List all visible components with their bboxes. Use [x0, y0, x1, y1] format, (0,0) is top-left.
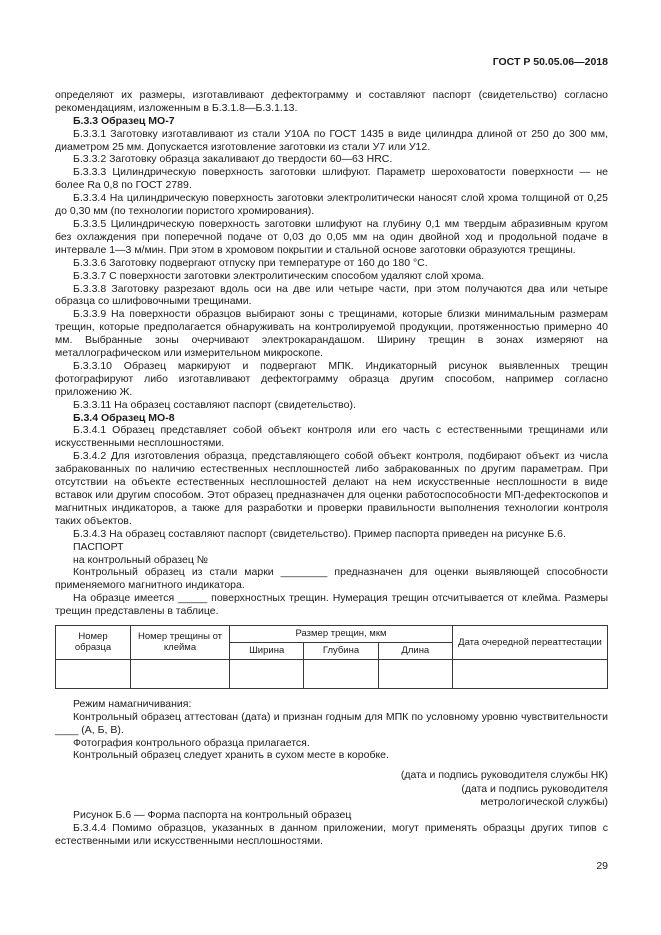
table-subheader-depth: Глубина	[304, 642, 378, 659]
signature-line-metrology-2: метрологической службы)	[480, 796, 608, 809]
section-heading-b33: Б.3.3 Образец МО-7	[73, 114, 175, 127]
table-row	[56, 659, 608, 688]
table-header-row	[56, 626, 608, 643]
passport-paragraph: Фотография контрольного образца прилагается.	[73, 736, 310, 749]
table-header-size-group: Размер трещин, мкм	[230, 626, 453, 643]
passport-paragraph: Контрольный образец следует хранить в сухом месте в коробке.	[73, 749, 389, 762]
table-header-sample-number: Номер образца	[56, 626, 131, 660]
signature-line-nk: (дата и подпись руководителя службы НК)	[400, 769, 608, 782]
paragraph: Б.3.3.6 Заготовку подвергают отпуску при температуре от 160 до 180 °С.	[73, 256, 428, 269]
passport-paragraph: Контрольный образец из стали марки ________ предназначен для оценки выявляющей способности применяемого магнитного индикатора.	[55, 566, 608, 592]
doc-number: ГОСТ Р 50.05.06—2018	[492, 56, 608, 68]
crack-size-table	[55, 625, 608, 689]
paragraph: Б.3.3.10 Образец маркируют и подвергают МПК. Индикаторный рисунок выявленных трещин фотографируют либо изготавливают дефектограмму образца другим способом, например согласно приложению Ж.	[55, 359, 608, 398]
passport-title: ПАСПОРТ	[73, 540, 124, 553]
table-cell	[56, 659, 131, 688]
table-header-date: Дата очередной переаттестации	[453, 626, 608, 660]
section-heading-b34: Б.3.4 Образец МО-8	[73, 411, 175, 424]
table-cell	[131, 659, 230, 688]
paragraph: Б.3.3.11 На образец составляют паспорт (свидетельство).	[73, 398, 356, 411]
page-number: 29	[596, 860, 608, 872]
table-cell	[304, 659, 378, 688]
magnetization-mode-label: Режим намагничивания:	[73, 697, 192, 710]
paragraph: определяют их размеры, изготавливают дефектограмму и составляют паспорт (свидетельство) согласно рекомендациям, изложенным в Б.3.1.8—Б.3.1.13.	[55, 88, 608, 114]
table-header-crack-number: Номер трещины от клейма	[131, 626, 230, 660]
paragraph: Б.3.3.9 На поверхности образцов выбирают зоны с трещинами, которые близки минимальным размерам трещин, которые предполагается обнаруживать на контролируемой продукции, протяженностью примерно 40 мм. Выбранные зоны очерчивают электрокарандашом. Ширину трещин в зонах измеряют на металлографическом или измерительном микроскопе.	[55, 308, 608, 360]
table-cell	[230, 659, 304, 688]
table-subheader-width: Ширина	[230, 642, 304, 659]
passport-paragraph: Контрольный образец аттестован (дата) и признан годным для МПК по условному уровню чувствительности ____ (А, Б, В).	[55, 710, 608, 736]
passport-paragraph: На образце имеется _____ поверхностных трещин. Нумерация трещин отсчитывается от клейма. Размеры трещин представлены в таблице.	[55, 592, 608, 618]
paragraph: Б.3.4.1 Образец представляет собой объект контроля или его часть с естественными трещинами или искусственными несплошностями.	[55, 424, 608, 450]
paragraph: Б.3.3.7 С поверхности заготовки электролитическим способом удаляют слой хрома.	[73, 269, 485, 282]
paragraph: Б.3.4.4 Помимо образцов, указанных в данном приложении, могут применять образцы других типов с естественными или искусственными несплошностями.	[55, 821, 608, 847]
table-subheader-length: Длина	[378, 642, 452, 659]
table-cell	[378, 659, 452, 688]
signature-line-metrology-1: (дата и подпись руководителя	[461, 783, 608, 796]
paragraph: Б.3.3.4 На цилиндрическую поверхность заготовки электролитически наносят слой хрома толщиной от 0,25 до 0,30 мм (по технологии пористого хромирования).	[55, 192, 608, 218]
figure-caption: Рисунок Б.6 — Форма паспорта на контрольный образец	[73, 809, 352, 822]
paragraph: Б.3.3.5 Цилиндрическую поверхность заготовки шлифуют на глубину 0,1 мм твердым абразивным кругом без охлаждения при поперечной подаче от 0,03 до 0,05 мм на один двойной ход и продольной подаче в интервале 1—3 м/мин. При этом в хромовом покрытии и стальной основе заготовки образуются трещины.	[55, 217, 608, 256]
paragraph: Б.3.3.1 Заготовку изготавливают из стали У10А по ГОСТ 1435 в виде цилиндра длиной от 250 до 300 мм, диаметром 25 мм. Допускается изготовление заготовки из стали У7 или У12.	[55, 127, 608, 153]
paragraph: Б.3.4.3 На образец составляют паспорт (свидетельство). Пример паспорта приведен на рисунке Б.6.	[73, 527, 566, 540]
passport-subtitle: на контрольный образец №	[73, 553, 209, 566]
signature-block	[55, 769, 608, 809]
table-cell	[453, 659, 608, 688]
paragraph: Б.3.4.2 Для изготовления образца, представляющего собой объект контроля, подбирают объект из числа забракованных по наличию естественных несплошностей либо забракованных по другим параметрам. При отсутствии на объекте естественных несплошностей делают на нем искусственные несплошности в виде вставок или другим способом. Этот образец предназначен для оценки работоспособности МП-дефектоскопов и магнитных индикаторов, а также для разработки и проверки правильности выполнения технологии контроля таких объектов.	[55, 450, 608, 527]
paragraph: Б.3.3.8 Заготовку разрезают вдоль оси на две или четыре части, при этом получаются два или четыре образца со шлифовочными трещинами.	[55, 282, 608, 308]
paragraph: Б.3.3.3 Цилиндрическую поверхность заготовки шлифуют. Параметр шероховатости поверхности — не более Ra 0,8 по ГОСТ 2789.	[55, 166, 608, 192]
paragraph: Б.3.3.2 Заготовку образца закаливают до твердости 60—63 HRC.	[73, 153, 393, 166]
